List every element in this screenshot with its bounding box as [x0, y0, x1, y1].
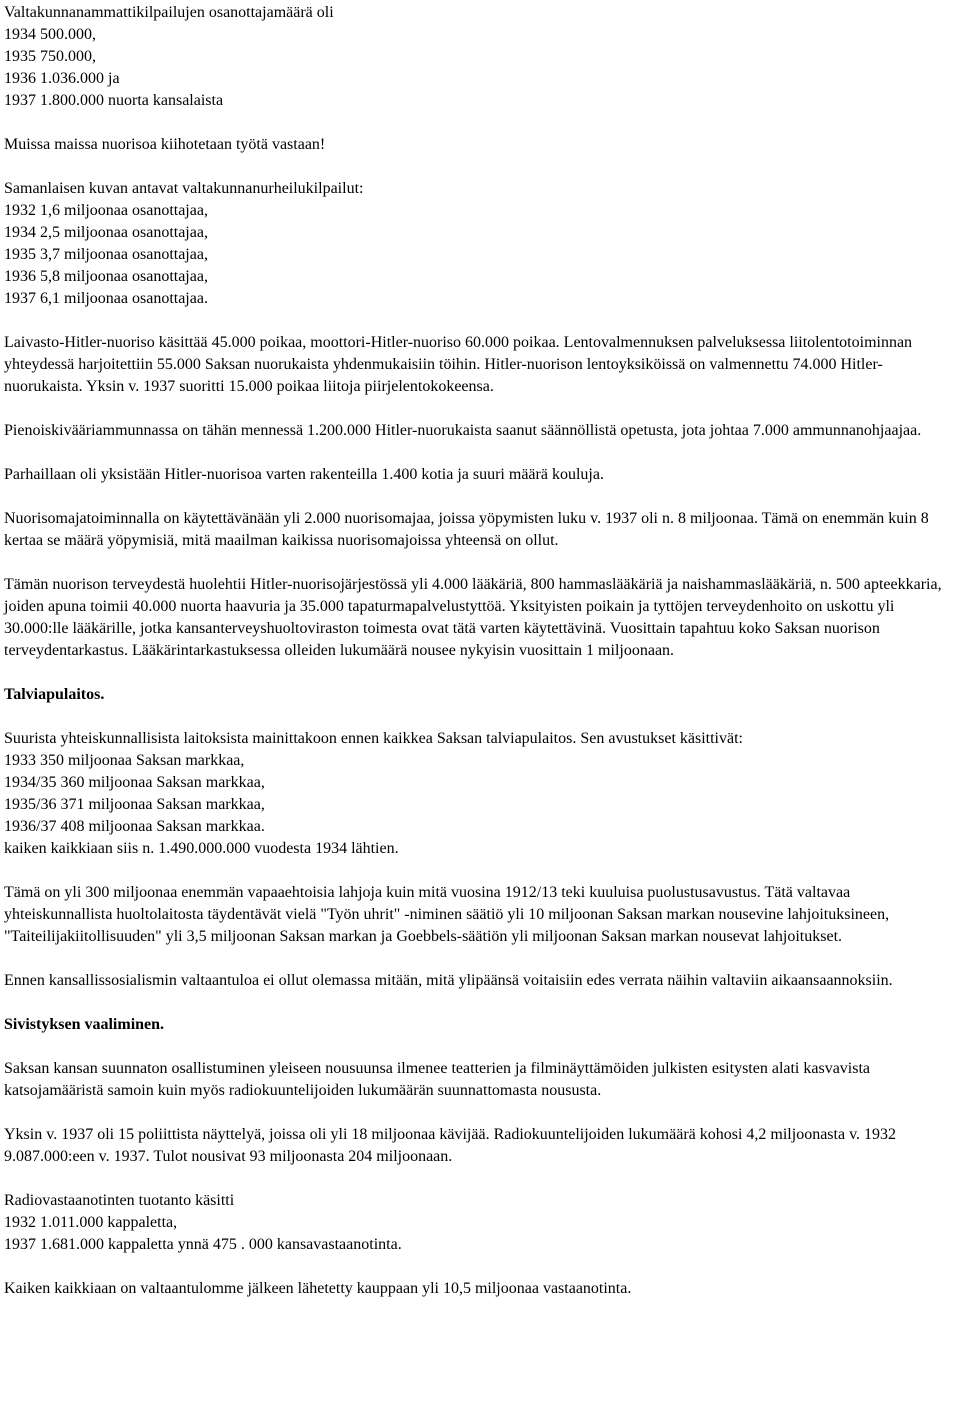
section-heading-talviapulaitos: Talviapulaitos. [4, 686, 105, 703]
sports-block [4, 178, 956, 310]
paragraph-laivasto: Laivasto-Hitler-nuoriso käsittää 45.000 poikaa, moottori-Hitler-nuoriso 60.000 poikaa. Lentovalmennuksen palveluksessa liitolentotoiminnan yhteydessä harjoitettiin 55.000 Saksan nuorukaista yhdenmukaisiin töihin. Hitler-nuorison lentoyksiköissä on valmennettu 74.000 Hitler-nuorukaista. Yksin v. 1937 suoritti 15.000 poikaa liitoja piirjelentokokeensa. [4, 334, 913, 395]
intro-line: 1937 1.800.000 nuorta kansalaista [4, 92, 224, 109]
sports-line: 1932 1,6 miljoonaa osanottajaa, [4, 202, 208, 219]
section-heading-sivistys: Sivistyksen vaaliminen. [4, 1016, 165, 1033]
paragraph-tama: Tämä on yli 300 miljoonaa enemmän vapaaehtoisia lahjoja kuin mitä vuosina 1912/13 teki kuuluisa puolustusavustus. Tätä valtavaa yhteiskunnallista huoltolaitosta täydentävät vielä "Työn uhrit" -niminen säätiö yli 10 miljoonan Saksan markan nousevine lahjoituksineen, "Taiteilijakiitollisuuden" yli 3,5 miljoonan Saksan markan ja Goebbels-säätiön yli miljoonan Saksan markan nousevat lahjoitukset. [4, 884, 890, 945]
sports-line: 1937 6,1 miljoonaa osanottajaa. [4, 290, 208, 307]
intro-line: 1934 500.000, [4, 26, 96, 43]
paragraph-kaiken: Kaiken kaikkiaan on valtaantulomme jälkeen lähetetty kauppaan yli 10,5 miljoonaa vastaanotinta. [4, 1280, 632, 1297]
radio-line: Radiovastaanotinten tuotanto käsitti [4, 1192, 235, 1209]
paragraph-parhaillaan: Parhaillaan oli yksistään Hitler-nuorisoa varten rakenteilla 1.400 kotia ja suuri määrä kouluja. [4, 466, 604, 483]
sports-line: 1936 5,8 miljoonaa osanottajaa, [4, 268, 208, 285]
winter-relief-line: 1935/36 371 miljoonaa Saksan markkaa, [4, 796, 265, 813]
intro-line: 1936 1.036.000 ja [4, 70, 120, 87]
radio-line: 1932 1.011.000 kappaletta, [4, 1214, 178, 1231]
winter-relief-block [4, 728, 956, 860]
winter-relief-line: kaiken kaikkiaan siis n. 1.490.000.000 vuodesta 1934 lähtien. [4, 840, 399, 857]
winter-relief-line: 1936/37 408 miljoonaa Saksan markkaa. [4, 818, 265, 835]
paragraph-ennen: Ennen kansallissosialismin valtaantuloa ei ollut olemassa mitään, mitä ylipäänsä voitaisiin edes verrata näihin valtaviin aikaansaannoksiin. [4, 972, 893, 989]
paragraph-nuorisomajat: Nuorisomajatoiminnalla on käytettävänään yli 2.000 nuorisomajaa, joissa yöpymisten luku v. 1937 oli n. 8 miljoonaa. Tämä on enemmän kuin 8 kertaa se määrä yöpymisiä, mitä maailman kaikissa nuorisomajoissa yhteensä on ollut. [4, 510, 929, 549]
paragraph-saksan: Saksan kansan suunnaton osallistuminen yleiseen nousuunsa ilmenee teatterien ja filminäyttämöiden julkisten esitysten alati kasvavista katsojamääristä samoin kuin myös radiokuuntelijoiden lukumäärän suunnattomasta noususta. [4, 1060, 871, 1099]
radio-line: 1937 1.681.000 kappaletta ynnä 475 . 000 kansavastaanotinta. [4, 1236, 402, 1253]
paragraph-muissa: Muissa maissa nuorisoa kiihotetaan työtä vastaan! [4, 136, 326, 153]
winter-relief-line: Suurista yhteiskunnallisista laitoksista mainittakoon ennen kaikkea Saksan talviapulaitos. Sen avustukset käsittivät: [4, 730, 743, 747]
radio-block [4, 1190, 956, 1256]
sports-line: Samanlaisen kuvan antavat valtakunnanurheilukilpailut: [4, 180, 364, 197]
intro-line: Valtakunnanammattikilpailujen osanottajamäärä oli [4, 4, 334, 21]
winter-relief-line: 1933 350 miljoonaa Saksan markkaa, [4, 752, 245, 769]
paragraph-pienoiskivaari: Pienoiskivääriammunnassa on tähän mennessä 1.200.000 Hitler-nuorukaista saanut säännöllistä opetusta, jota johtaa 7.000 ammunnanohjaajaa. [4, 422, 922, 439]
sports-line: 1934 2,5 miljoonaa osanottajaa, [4, 224, 208, 241]
intro-line: 1935 750.000, [4, 48, 96, 65]
intro-block [4, 2, 956, 112]
winter-relief-line: 1934/35 360 miljoonaa Saksan markkaa, [4, 774, 265, 791]
paragraph-yksin: Yksin v. 1937 oli 15 poliittista näyttelyä, joissa oli yli 18 miljoonaa kävijää. Radiokuuntelijoiden lukumäärä kohosi 4,2 miljoonasta v. 1932 9.087.000:een v. 1937. Tulot nousivat 93 miljoonasta 204 miljoonaan. [4, 1126, 897, 1165]
paragraph-terveys: Tämän nuorison terveydestä huolehtii Hitler-nuorisojärjestössä yli 4.000 lääkäriä, 800 hammaslääkäriä ja naishammaslääkäriä, n. 500 apteekkaria, joiden apuna toimii 40.000 nuorta haavuria ja 35.000 tapaturmapalvelustyttöä. Yksityisten poikain ja tyttöjen terveydenhoito on uskottu yli 30.000:lle lääkärille, jotka kansanterveyshuoltoviraston toimesta ovat tätä varten käytettävinä. Vuosittain tapahtuu koko Saksan nuorison terveydentarkastus. Lääkärintarkastuksessa olleiden lukumäärä nousee nykyisin vuosittain 1 miljoonaan. [4, 576, 942, 659]
sports-line: 1935 3,7 miljoonaa osanottajaa, [4, 246, 208, 263]
